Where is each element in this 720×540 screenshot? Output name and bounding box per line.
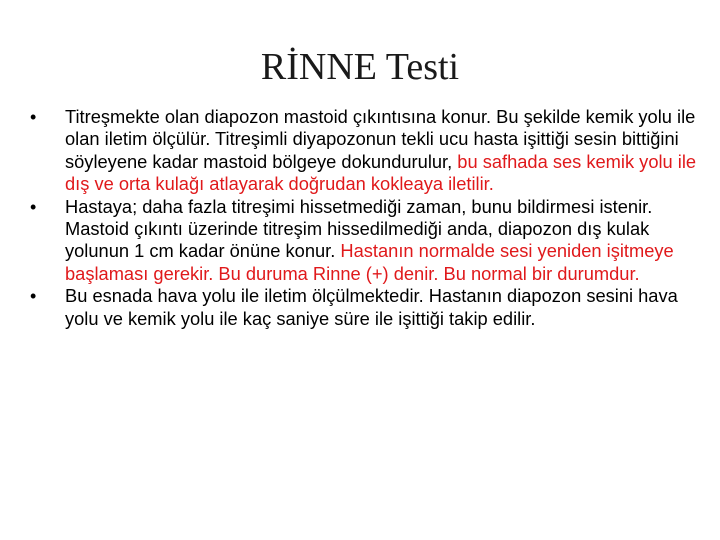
bullet-marker-3: • [30,286,37,307]
bullet-text-2: Hastaya; daha fazla titreşimi hissetmediği zaman, bunu bildirmesi istenir. Mastoid çıkıntı üzerinde titreşim hissedilmediği anda, diapozon dış kulak yolunun 1 cm kadar önüne konur. [65,195,653,262]
bullet-marker-1: • [30,107,37,127]
slide-title: RİNNE Testi [260,46,460,88]
bullet-item-1 [30,106,700,196]
bullet-highlight-1: bu safhada ses kemik yolu ile dış ve orta kulağı atlayarak doğrudan kokleaya iletilir. [65,150,697,195]
bullet-item-3 [30,285,700,330]
bullet-text-1: Titreşmekte olan diapozon mastoid çıkıntısına konur. Bu şekilde kemik yolu ile olan iletim ölçülür. Titreşimli diyapozonun tekli ucu hasta işittiği sesin bittiğini söyleyene kadar mastoid bölgeye dokundurulur, [65,106,696,172]
bullet-item-2 [30,196,700,286]
bullet-marker-2: • [30,196,37,217]
bullet-text-3: Bu esnada hava yolu ile iletim ölçülmektedir. Hastanın diapozon sesini hava yolu ve kemik yolu ile kaç saniye süre ile işittiği takip edilir. [65,285,678,329]
bullet-highlight-2: Hastanın normalde sesi yeniden işitmeye başlaması gerekir. Bu duruma Rinne (+) denir. Bu normal bir durumdur. [65,240,674,284]
bullet-list [30,106,700,330]
